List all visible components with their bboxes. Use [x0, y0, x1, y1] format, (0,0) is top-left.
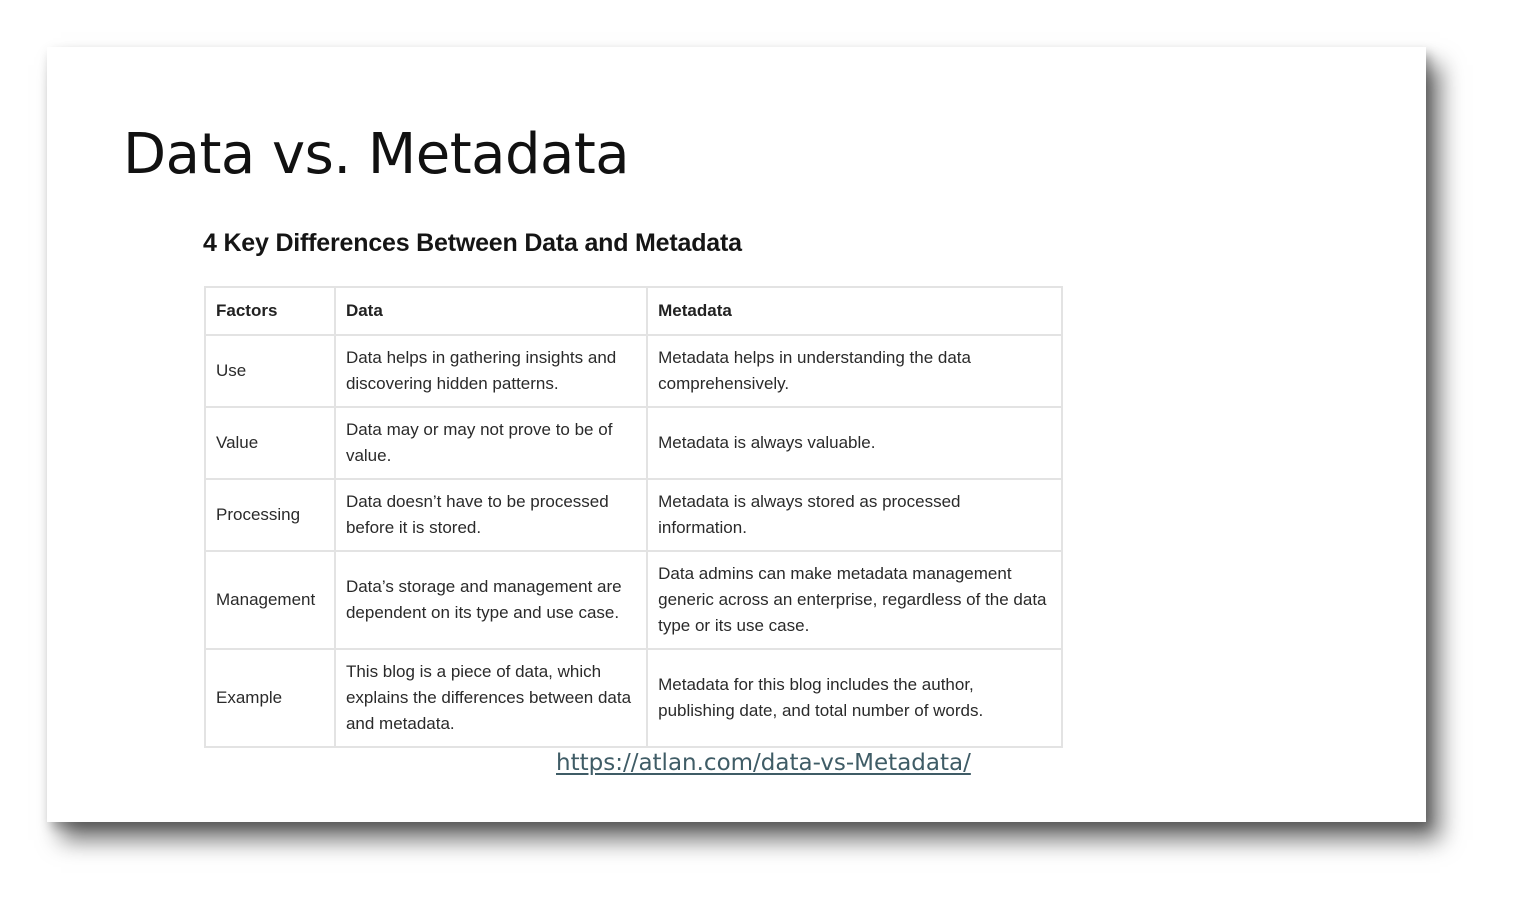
metadata-cell: Metadata for this blog includes the author, publishing date, and total number of words.	[647, 649, 1062, 747]
factor-cell: Processing	[205, 479, 335, 551]
data-cell: Data’s storage and management are dependent on its type and use case.	[335, 551, 647, 649]
slide-title: Data vs. Metadata	[123, 122, 630, 187]
header-metadata: Metadata	[647, 287, 1062, 335]
metadata-cell: Data admins can make metadata management generic across an enterprise, regardless of the data type or its use case.	[647, 551, 1062, 649]
metadata-cell: Metadata is always stored as processed information.	[647, 479, 1062, 551]
header-factors: Factors	[205, 287, 335, 335]
table-row	[205, 649, 1062, 747]
header-data: Data	[335, 287, 647, 335]
factor-cell: Management	[205, 551, 335, 649]
source-link[interactable]: https://atlan.com/data-vs-Metadata/	[556, 750, 971, 776]
table-heading: 4 Key Differences Between Data and Metadata	[203, 229, 742, 257]
factor-cell: Example	[205, 649, 335, 747]
metadata-cell: Metadata helps in understanding the data comprehensively.	[647, 335, 1062, 407]
table-row	[205, 407, 1062, 479]
data-cell: Data helps in gathering insights and discovering hidden patterns.	[335, 335, 647, 407]
data-cell: Data doesn’t have to be processed before it is stored.	[335, 479, 647, 551]
factor-cell: Value	[205, 407, 335, 479]
data-cell: Data may or may not prove to be of value.	[335, 407, 647, 479]
comparison-table	[204, 286, 1063, 748]
factor-cell: Use	[205, 335, 335, 407]
table-row	[205, 479, 1062, 551]
table-row	[205, 335, 1062, 407]
metadata-cell: Metadata is always valuable.	[647, 407, 1062, 479]
table-row	[205, 551, 1062, 649]
data-cell: This blog is a piece of data, which explains the differences between data and metadata.	[335, 649, 647, 747]
table-header-row	[205, 287, 1062, 335]
slide	[47, 47, 1426, 822]
